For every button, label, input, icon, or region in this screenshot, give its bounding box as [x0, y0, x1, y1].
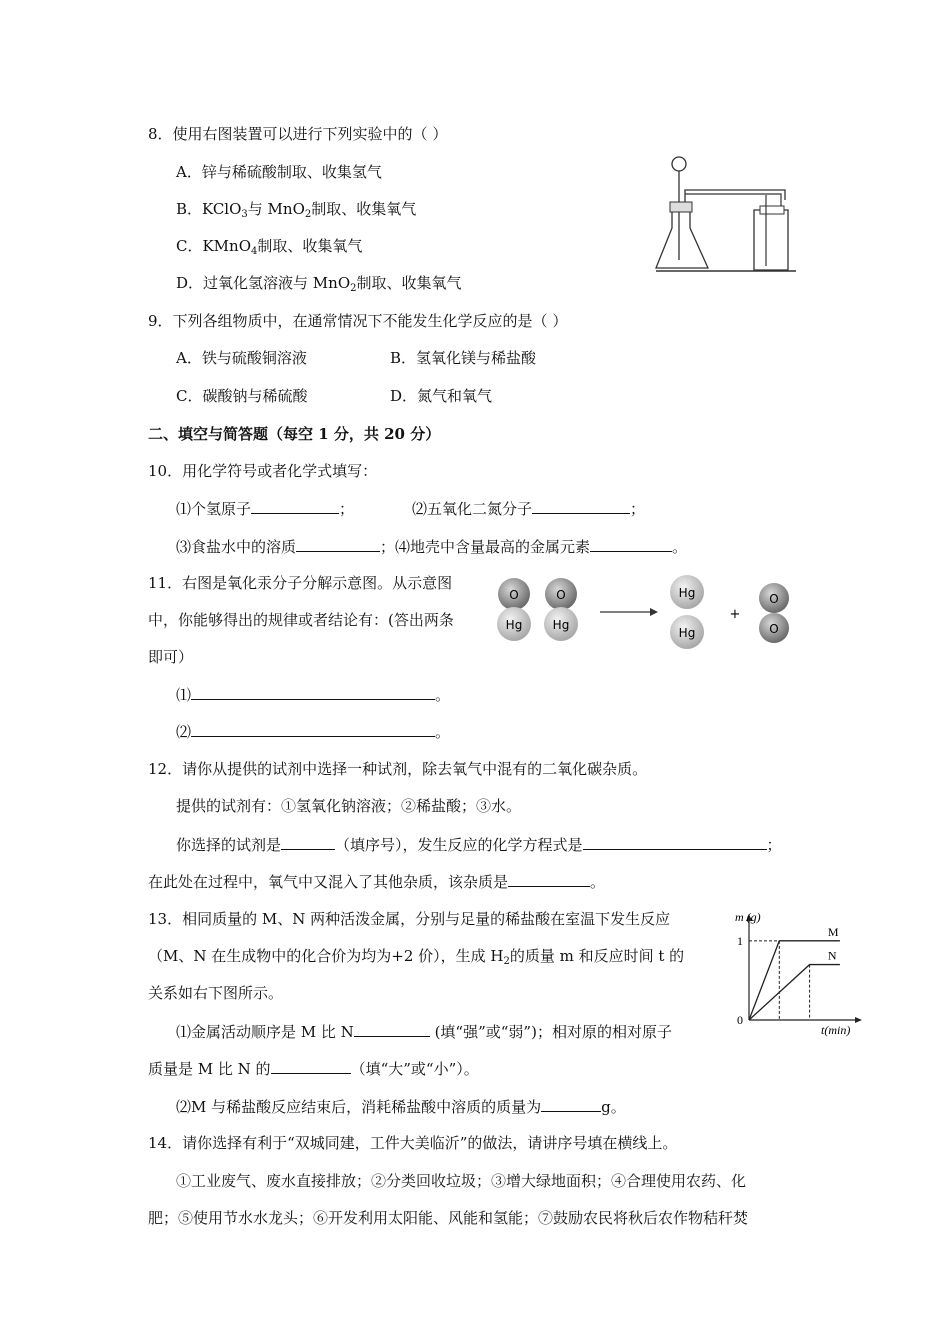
q10-blank-2[interactable] — [532, 498, 630, 514]
q9-option-a: A．铁与硫酸铜溶液 — [176, 349, 307, 367]
y-tick-label: 1 — [737, 933, 743, 948]
q13-line1: 13．相同质量的 M、N 两种活泼金属，分别与足量的稀盐酸在室温下发生反应 — [148, 910, 671, 928]
q11-line2: 中，你能够得出的规律或者结论有：(答出两条 — [148, 611, 454, 629]
q12-blank-reagent[interactable] — [281, 834, 335, 850]
q11-answer-1: ⑴ 。 — [176, 686, 451, 704]
reaction-arrow — [600, 608, 658, 616]
x-axis-label: t(min) — [821, 1023, 851, 1037]
q10-stem: 10．用化学符号或者化学式填写： — [148, 462, 378, 480]
q12-stem: 12．请你从提供的试剂中选择一种试剂，除去氧气中混有的二氧化碳杂质。 — [148, 760, 648, 778]
q12-choice: 你选择的试剂是 （填序号），发生反应的化学方程式是 ； — [176, 836, 782, 854]
x-axis-arrow — [855, 1017, 862, 1023]
q12-blank-impurity[interactable] — [508, 871, 590, 887]
series-label-m: M — [827, 924, 839, 939]
mass-time-chart — [725, 905, 865, 1040]
q8-option-d: D．过氧化氢溶液与 MnO$_2$制取、收集氧气 — [176, 274, 462, 294]
svg-text:Hg: Hg — [505, 618, 523, 632]
q13-part2: ⑵M 与稀盐酸反应结束后，消耗稀盐酸中溶质的质量为 g。 — [176, 1098, 626, 1116]
q13-line3: 关系如右下图所示。 — [148, 984, 284, 1002]
q13-blank-activity[interactable] — [354, 1021, 430, 1037]
q14-stem: 14．请你选择有利于“双城同建，工件大美临沂”的做法，请讲序号填在横线上。 — [148, 1134, 678, 1152]
q10-row1: ⑴个氢原子 ； — [176, 500, 355, 518]
svg-text:Hg: Hg — [678, 626, 696, 640]
q11-blank-2[interactable] — [191, 721, 435, 737]
q14-line3: 肥；⑤使用节水水龙头；⑥开发利用太阳能、风能和氢能；⑦鼓励农民将秋后农作物秸秆焚 — [148, 1209, 749, 1227]
q12-reagents: 提供的试剂有：①氢氧化钠溶液；②稀盐酸；③水。 — [176, 797, 522, 815]
svg-text:Hg: Hg — [552, 618, 570, 632]
q8-option-a: A．锌与稀硫酸制取、收集氢气 — [176, 163, 382, 181]
oxygen-molecule — [759, 583, 789, 643]
q10-blank-1[interactable] — [251, 498, 339, 514]
origin-label: 0 — [737, 1013, 743, 1027]
section-title: 二、填空与简答题（每空 1 分，共 20 分） — [148, 425, 441, 443]
series-label-n: N — [827, 948, 837, 963]
q11-blank-1[interactable] — [191, 684, 435, 700]
q11-line1: 11．右图是氧化汞分子分解示意图。从示意图 — [148, 574, 453, 592]
molecule-2 — [544, 578, 578, 641]
molecule-1 — [497, 578, 531, 641]
q12-blank-equation[interactable] — [583, 834, 767, 850]
q10-blank-3[interactable] — [296, 536, 380, 552]
plus-sign: + — [729, 607, 741, 622]
q12-impurity: 在此处在过程中，氧气中又混入了其他杂质，该杂质是 。 — [148, 873, 606, 891]
svg-text:O: O — [769, 592, 779, 606]
q8-option-b: B．KClO$_3$与 MnO$_2$制取、收集氧气 — [176, 200, 417, 220]
q9-option-b: B．氢氧化镁与稀盐酸 — [390, 349, 537, 367]
q8-option-c: C．KMnO$_4$制取、收集氧气 — [176, 237, 363, 257]
svg-text:O: O — [556, 588, 566, 602]
svg-text:O: O — [509, 588, 519, 602]
mercury-atoms — [670, 575, 704, 649]
gas-apparatus-figure — [650, 150, 800, 275]
svg-text:O: O — [769, 622, 779, 636]
q13-part1b: 质量是 M 比 N 的 （填“大”或“小”）。 — [148, 1060, 479, 1078]
y-axis-label: m (g) — [735, 910, 761, 924]
q9-stem: 9．下列各组物质中，在通常情况下不能发生化学反应的是（ ） — [148, 312, 568, 330]
mercury-oxide-diagram — [490, 572, 790, 652]
q13-blank-mass[interactable] — [271, 1058, 351, 1074]
q9-option-d: D．氮气和氧气 — [390, 387, 493, 405]
q14-line2: ①工业废气、废水直接排放；②分类回收垃圾；③增大绿地面积；④合理使用农药、化 — [176, 1172, 747, 1190]
q13-line2: （M、N 在生成物中的化合价为均为+2 价），生成 $H_2$的质量 m 和反应时间 t 的 — [148, 947, 685, 967]
q10-row2: ⑶食盐水中的溶质 ；⑷地壳中含量最高的金属元素 。 — [176, 538, 688, 556]
svg-text:Hg: Hg — [678, 586, 696, 600]
q9-option-c: C．碳酸钠与稀硫酸 — [176, 387, 308, 405]
q8-stem: 8．使用右图装置可以进行下列实验中的（ ） — [148, 125, 448, 143]
q10-blank-4[interactable] — [590, 536, 672, 552]
q13-blank-acid[interactable] — [541, 1096, 601, 1112]
series-line-n — [749, 965, 840, 1020]
q11-line3: 即可） — [148, 648, 194, 666]
q13-part1: ⑴金属活动顺序是 M 比 N (填“强”或“弱”)；相对原的相对原子 — [176, 1023, 672, 1041]
q10-row1b: ⑵五氧化二氮分子 ； — [412, 500, 646, 518]
q11-answer-2: ⑵ 。 — [176, 723, 451, 741]
